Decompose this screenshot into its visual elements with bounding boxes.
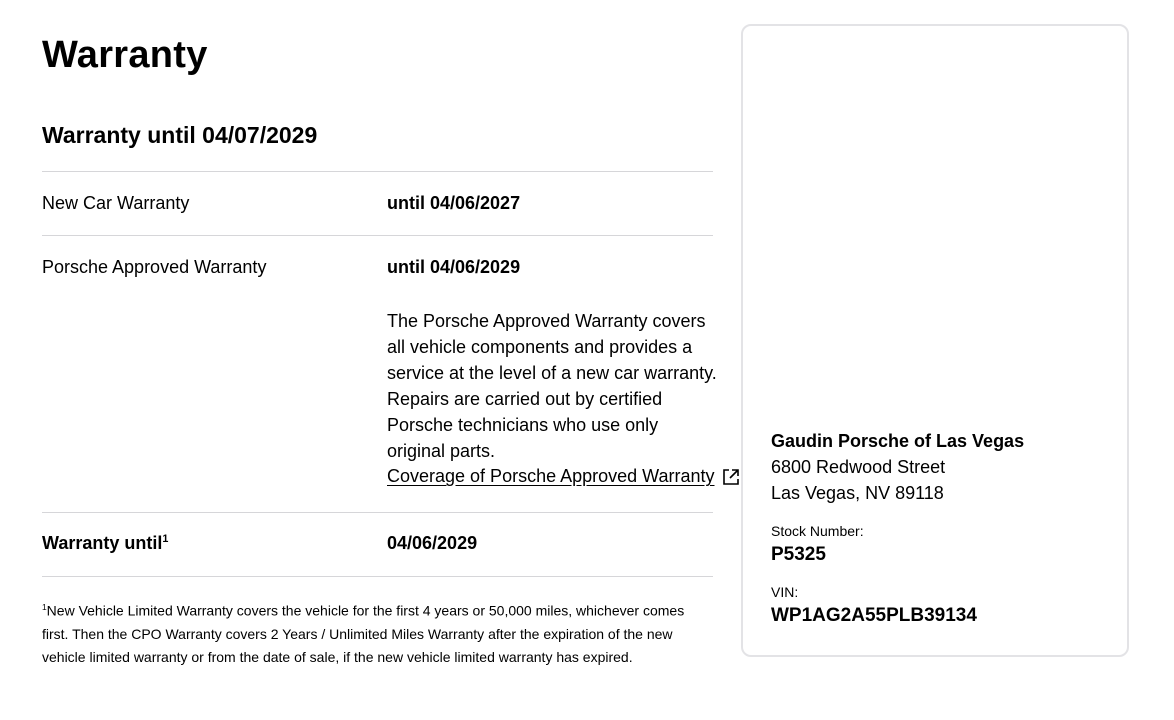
vin-value: WP1AG2A55PLB39134 — [771, 605, 977, 626]
dealer-card — [741, 24, 1129, 657]
footnote-marker: 1 — [42, 602, 47, 612]
external-link-icon — [721, 467, 741, 487]
new-car-warranty-value: until 04/06/2027 — [387, 193, 521, 213]
approved-warranty-label: Porsche Approved Warranty — [42, 257, 267, 277]
coverage-link[interactable] — [387, 466, 741, 487]
dealer-name: Gaudin Porsche of Las Vegas — [771, 431, 1025, 451]
approved-warranty-value: until 04/06/2029 — [387, 257, 521, 277]
stock-number-label: Stock Number: — [771, 523, 864, 539]
stock-number-value: P5325 — [771, 544, 826, 565]
warranty-until-value: 04/06/2029 — [387, 533, 478, 553]
warranty-until-label — [42, 533, 168, 554]
dealer-street: 6800 Redwood Street — [771, 457, 946, 477]
warranty-until-text: Warranty until — [42, 533, 163, 553]
divider — [42, 512, 713, 513]
divider — [42, 171, 713, 172]
divider — [42, 235, 713, 236]
coverage-link-label: Coverage of Porsche Approved Warranty — [387, 466, 715, 486]
page-title: Warranty — [42, 34, 208, 76]
approved-warranty-description: The Porsche Approved Warranty covers all vehicle components and provides a service at the level of a new car warranty. Repairs are carried out by certified Porsche technicians who use only original parts. — [387, 311, 717, 461]
dealer-city: Las Vegas, NV 89118 — [771, 483, 944, 503]
warranty-heading: Warranty until 04/07/2029 — [42, 122, 318, 148]
footnote-text: New Vehicle Limited Warranty covers the vehicle for the first 4 years or 50,000 miles, whichever comes first. Then the CPO Warranty covers 2 Years / Unlimited Miles Warranty after the expiration of the new vehicle limited warranty or from the date of sale, if the new vehicle limited warranty has expired. — [42, 602, 685, 665]
footnote — [42, 596, 713, 669]
vin-label: VIN: — [771, 584, 799, 600]
new-car-warranty-label: New Car Warranty — [42, 193, 190, 213]
footnote-ref: 1 — [162, 533, 169, 545]
divider — [42, 576, 713, 577]
